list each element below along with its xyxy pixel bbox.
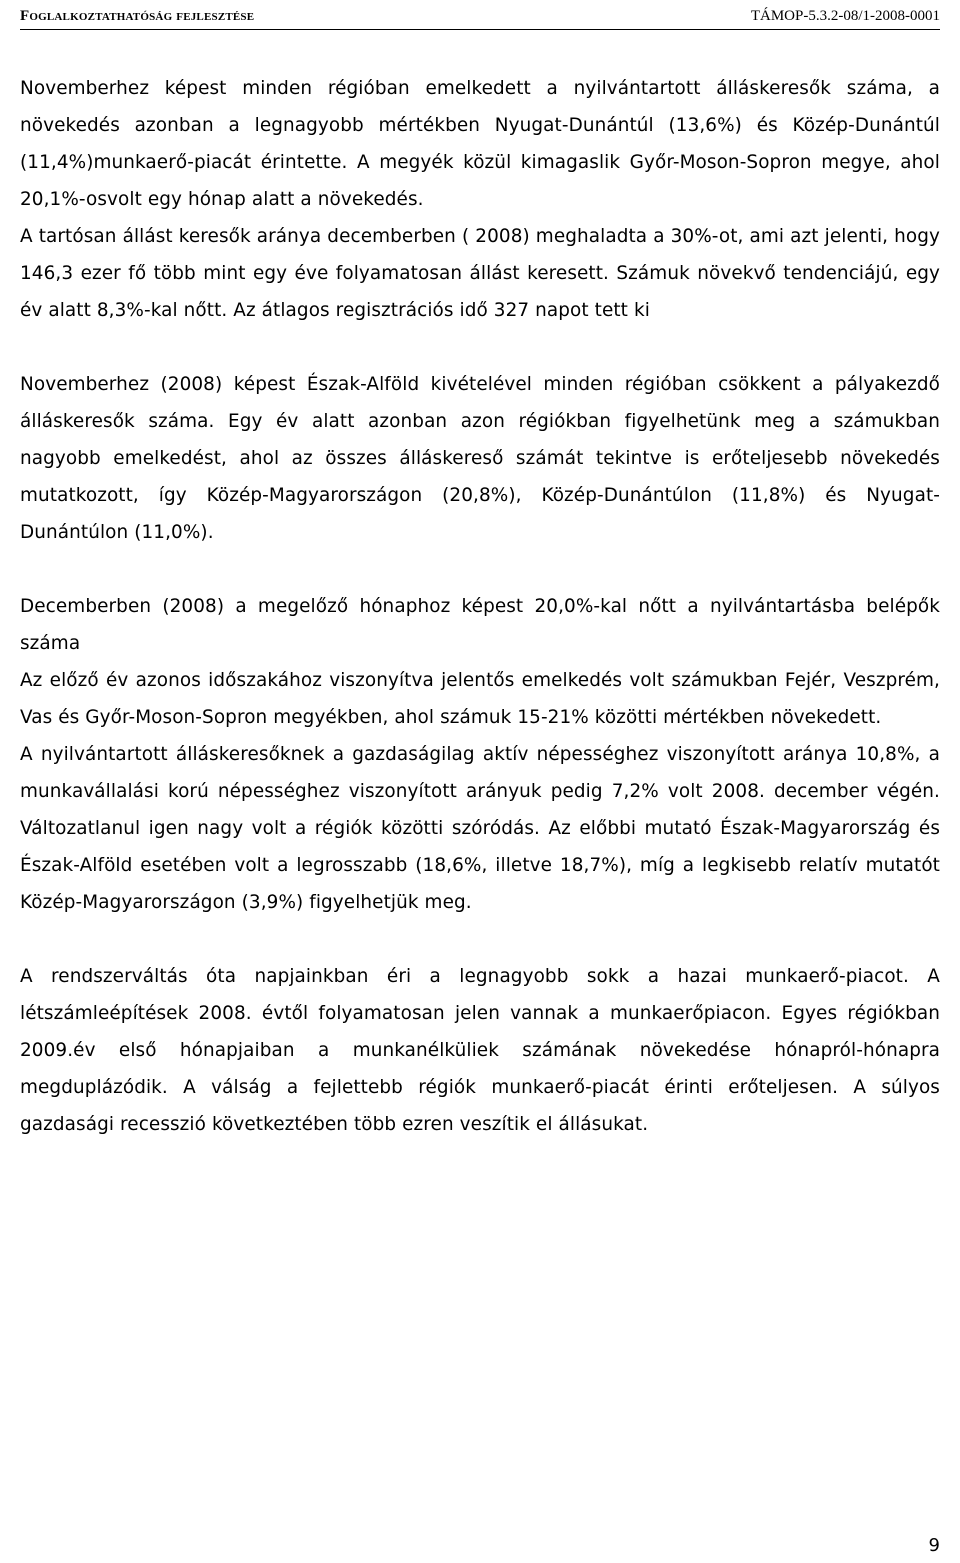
paragraph-7: A rendszerváltás óta napjainkban éri a legnagyobb sokk a hazai munkaerő-piacot. A létszámleépítések 2008. évtől folyamatosan jelen vannak a munkaerőpiacon. Egyes régiókban 2009.év első hónapjaiban a munkanélküliek számának növekedése hónapról-hónapra megduplázódik. A válság a fejlettebb régiók munkaerő-piacát érinti erőteljesen. A súlyos gazdasági recesszió következtében több ezren veszítik el állásukat. <box>20 966 940 1135</box>
header-title: Foglalkoztathatóság fejlesztése <box>20 8 255 24</box>
paragraph-gap <box>20 921 940 958</box>
paragraph-2: A tartósan állást keresők aránya decemberben ( 2008) meghaladta a 30%-ot, ami azt jelenti, hogy 146,3 ezer fő több mint egy éve folyamatosan állást keresett. Számuk növekvő tendenciájú, egy év alatt 8,3%-kal nőtt. Az átlagos regisztrációs idő 327 napot tett ki <box>20 226 940 321</box>
paragraph-gap <box>20 329 940 366</box>
paragraph-3: Novemberhez (2008) képest Észak-Alföld kivételével minden régióban csökkent a pályakezdő álláskeresők száma. Egy év alatt azonban azon régiókban figyelhetünk meg a számukban nagyobb emelkedést, ahol az összes álláskereső számát tekintve is erőteljesebb növekedés mutatkozott, így Közép-Magyarországon (20,8%), Közép-Dunántúlon (11,8%) és Nyugat-Dunántúlon (11,0%). <box>20 374 940 543</box>
header-project-code: TÁMOP-5.3.2-08/1-2008-0001 <box>750 8 940 24</box>
document-body <box>20 70 940 1143</box>
page-number: 9 <box>928 1535 940 1556</box>
paragraph-5: Az előző év azonos időszakához viszonyítva jelentős emelkedés volt számukban Fejér, Veszprém, Vas és Győr-Moson-Sopron megyékben, ahol számuk 15-21% közötti mértékben növekedett. <box>20 670 940 728</box>
paragraph-4: Decemberben (2008) a megelőző hónaphoz képest 20,0%-kal nőtt a nyilvántartásba belépők száma <box>20 596 940 654</box>
paragraph-gap <box>20 551 940 588</box>
paragraph-1: Novemberhez képest minden régióban emelkedett a nyilvántartott álláskeresők száma, a növekedés azonban a legnagyobb mértékben Nyugat-Dunántúl (13,6%) és Közép-Dunántúl (11,4%)munkaerő-piacát érintette. A megyék közül kimagaslik Győr-Moson-Sopron megye, ahol 20,1%-osvolt egy hónap alatt a növekedés. <box>20 78 940 210</box>
paragraph-6: A nyilvántartott álláskeresőknek a gazdaságilag aktív népességhez viszonyított aránya 10,8%, a munkavállalási korú népességhez viszonyított arányuk pedig 7,2% volt 2008. december végén. Változatlanul igen nagy volt a régiók közötti szóródás. Az előbbi mutató Észak-Magyarország és Észak-Alföld esetében volt a legrosszabb (18,6%, illetve 18,7%), míg a legkisebb relatív mutatót Közép-Magyarországon (3,9%) figyelhetjük meg. <box>20 744 940 913</box>
page-header <box>20 0 940 30</box>
